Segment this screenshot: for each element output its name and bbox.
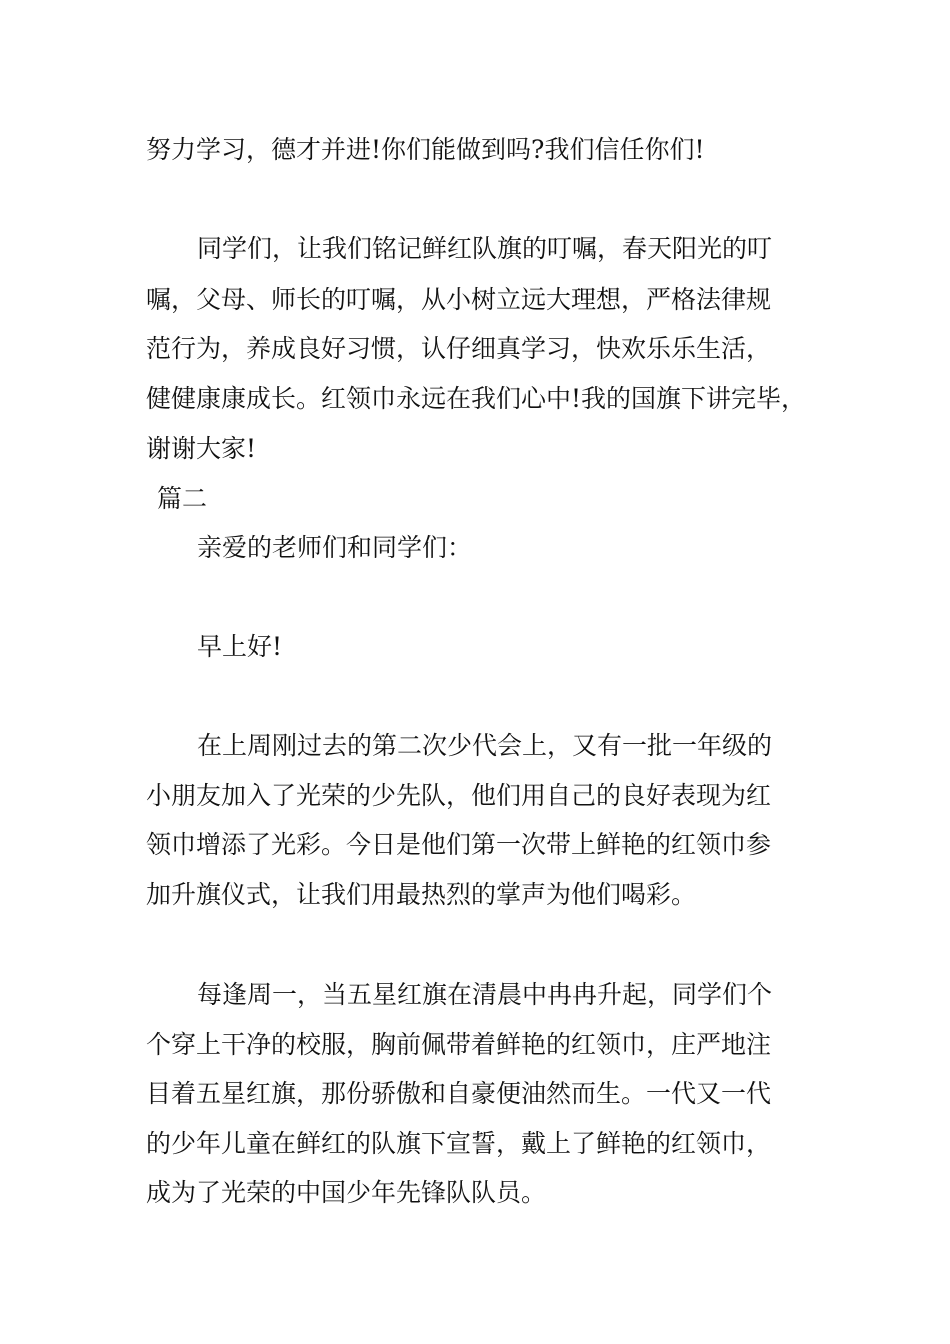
paragraph-first-line: 在上周刚过去的第二次少代会上，又有一批一年级的: [197, 731, 773, 760]
text-line: 健健康康成长。红领巾永远在我们心中!我的国旗下讲完毕，: [146, 384, 807, 413]
text-line: 个穿上干净的校服，胸前佩带着鲜艳的红领巾，庄严地注: [146, 1030, 772, 1059]
text-line: 的少年儿童在鲜红的队旗下宣誓，戴上了鲜艳的红领巾，: [146, 1129, 772, 1158]
greeting: 早上好!: [197, 632, 283, 661]
text-line: 嘱，父母、师长的叮嘱，从小树立远大理想，严格法律规: [146, 285, 772, 314]
paragraph-first-line: 同学们，让我们铭记鲜红队旗的叮嘱，春天阳光的叮: [197, 234, 773, 263]
text-line: 目着五星红旗，那份骄傲和自豪便油然而生。一代又一代: [146, 1079, 772, 1108]
salutation: 亲爱的老师们和同学们：: [197, 533, 473, 562]
text-line: 范行为，养成良好习惯，认仔细真学习，快欢乐乐生活，: [146, 334, 772, 363]
text-line: 加升旗仪式，让我们用最热烈的掌声为他们喝彩。: [146, 880, 697, 909]
text-line: 小朋友加入了光荣的少先队，他们用自己的良好表现为红: [146, 781, 772, 810]
section-heading: 篇二: [157, 484, 208, 513]
text-line: 领巾增添了光彩。今日是他们第一次带上鲜艳的红领巾参: [146, 830, 772, 859]
text-line: 谢谢大家!: [146, 434, 257, 463]
text-line: 成为了光荣的中国少年先锋队队员。: [146, 1178, 547, 1207]
text-line: 努力学习，德才并进!你们能做到吗?我们信任你们!: [146, 135, 705, 164]
paragraph-first-line: 每逢周一，当五星红旗在清晨中冉冉升起，同学们个: [197, 980, 773, 1009]
